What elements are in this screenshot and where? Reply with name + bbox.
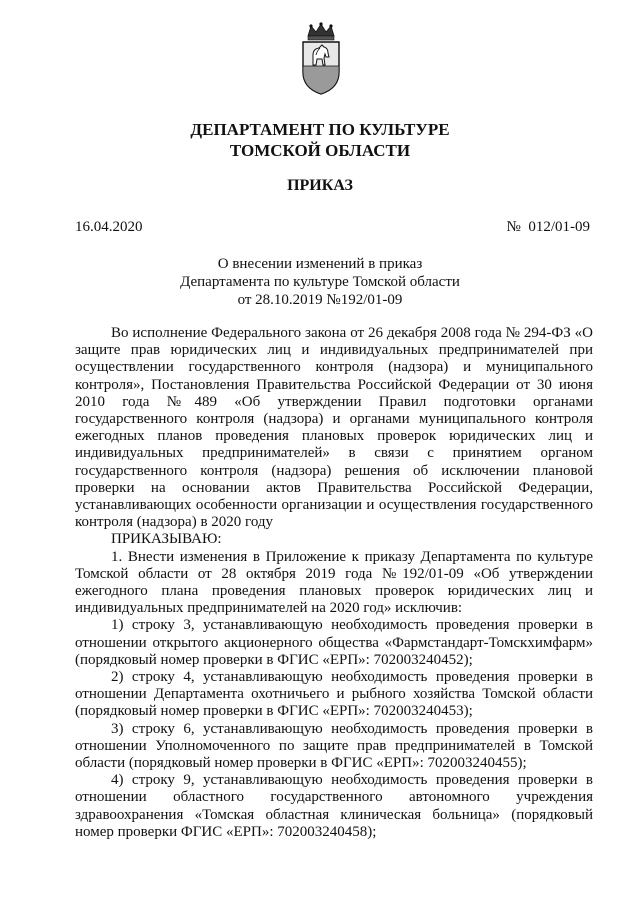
tomsk-region-coat-of-arms-icon (298, 22, 344, 96)
order-subitem-3: 3) строку 6, устанавливающую необходимость проведения проверки в отношении Уполномоченного по защите прав предпринимателей в Томской области (порядковый номер проверки в ФГИС «ЕРП»: 702003240455); (75, 720, 593, 772)
organization-title (0, 119, 640, 161)
document-type: ПРИКАЗ (287, 177, 353, 194)
document-date: 16.04.2020 (75, 219, 143, 235)
document-number: № 012/01-09 (506, 219, 590, 235)
preamble-paragraph: Во исполнение Федерального закона от 26 декабря 2008 года № 294-ФЗ «О защите прав юридических лиц и индивидуальных предпринимателей при осуществлении государственного контроля (надзора) и муниципального контроля», Постановления Правительства Российской Федерации от 30 июня 2010 года №489 «Об утверждении Правил подготовки органами государственного контроля (надзора) и органами муниципального контроля ежегодных планов проведения плановых проверок юридических лиц и индивидуальных предпринимателей» в связи с принятием органом государственного контроля (надзора) решения об исключении плановой проверки на основании актов Правительства Российской Федерации, устанавливающих особенности организации и осуществления государственного контроля (надзора) в 2020 году (75, 325, 593, 531)
organization-title-line1: ДЕПАРТАМЕНТ ПО КУЛЬТУРЕ (190, 120, 450, 139)
order-subitem-2: 2) строку 4, устанавливающую необходимость проведения проверки в отношении Департамента охотничьего и рыбного хозяйства Томской области (порядковый номер проверки в ФГИС «ЕРП»: 702003240453); (75, 669, 593, 720)
subject-line1: О внесении изменений в приказ (217, 256, 423, 272)
order-subitem-4: 4) строку 9, устанавливающую необходимость проведения проверки в отношении областного государственного автономного учреждения здравоохранения «Томская областная клиническая больница» (порядковый номер проверки ФГИС «ЕРП»: 702003240458); (75, 772, 593, 840)
subject-line3: от 28.10.2019 №192/01-09 (237, 292, 403, 308)
subject-line2: Департамента по культуре Томской области (180, 274, 460, 290)
document-subject (0, 255, 640, 309)
document-body (75, 325, 593, 841)
order-item-1: 1. Внести изменения в Приложение к приказу Департамента по культуре Томской области от 28 октября 2019 года №192/01-09 «Об утверждении ежегодного плана проведения плановых проверок юридических лиц и индивидуальных предпринимателей на 2020 год» исключив: (75, 548, 593, 617)
order-word: ПРИКАЗЫВАЮ: (111, 531, 222, 548)
order-subitem-1: 1) строку 3, устанавливающую необходимость проведения проверки в отношении открытого акционерного общества «Фармстандарт-Томскхимфарм» (порядковый номер проверки в ФГИС «ЕРП»: 702003240452); (75, 617, 593, 668)
organization-title-line2: ТОМСКОЙ ОБЛАСТИ (229, 141, 411, 160)
